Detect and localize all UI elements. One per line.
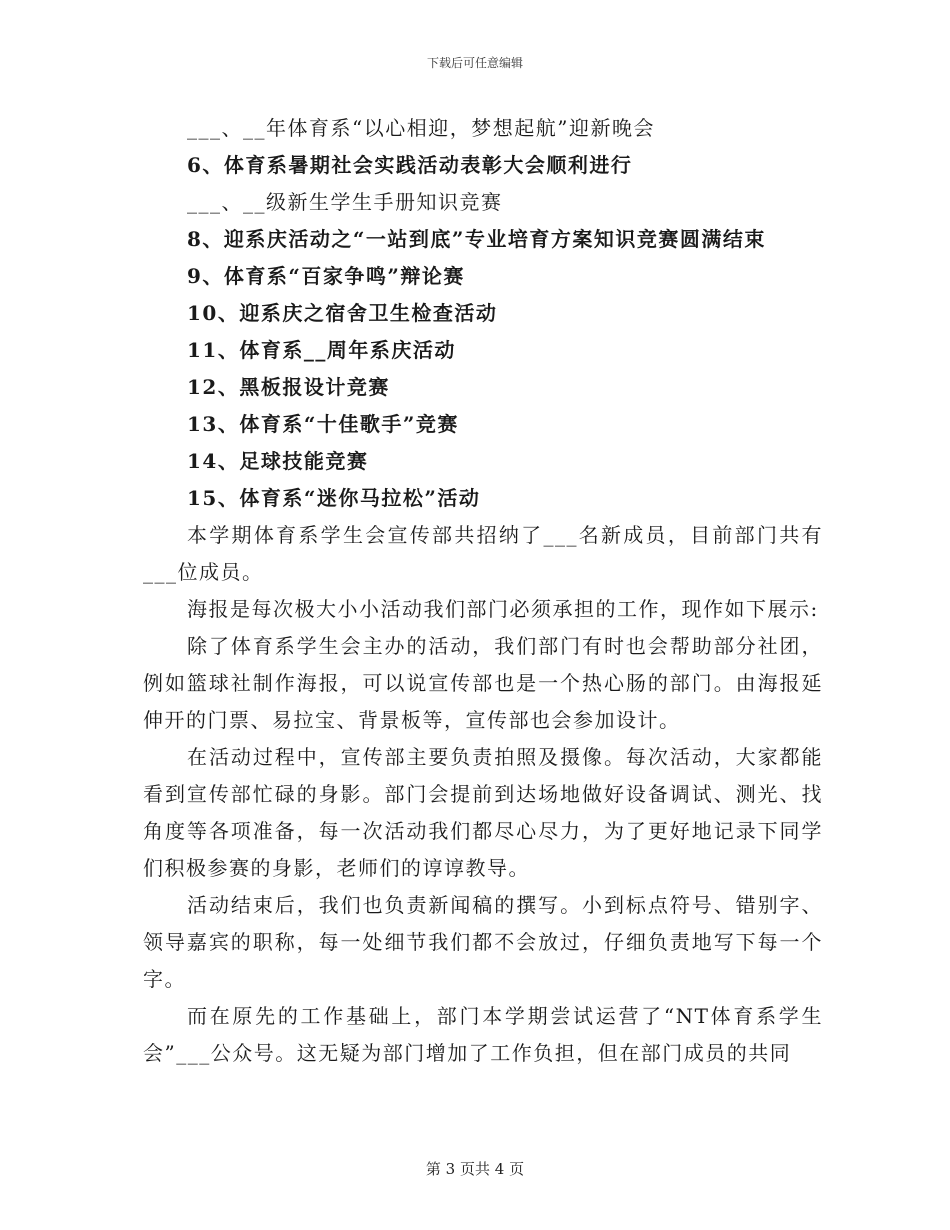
list-item: 9、体育系“百家争鸣”辩论赛 bbox=[187, 264, 465, 288]
list-item: 13、体育系“十佳歌手”竞赛 bbox=[187, 412, 459, 436]
paragraph-new-members: 本学期体育系学生会宣传部共招纳了___名新成员，目前部门共有___位成员。 bbox=[143, 523, 823, 584]
list-item: 10、迎系庆之宿舍卫生检查活动 bbox=[187, 301, 498, 325]
list-item: 11、体育系__周年系庆活动 bbox=[187, 338, 456, 362]
paragraph-club-help: 除了体育系学生会主办的活动，我们部门有时也会帮助部分社团，例如篮球社制作海报，可以说宣传部也是一个热心肠的部门。由海报延伸开的门票、易拉宝、背景板等，宣传部也会参加设计。 bbox=[143, 634, 823, 732]
paragraph-news-writing: 活动结束后，我们也负责新闻稿的撰写。小到标点符号、错别字、领导嘉宾的职称，每一处细节我们都不会放过，仔细负责地写下每一个字。 bbox=[143, 893, 823, 991]
list-item: ___、__级新生学生手册知识竞赛 bbox=[187, 190, 503, 214]
paragraph-posters: 海报是每次极大小小活动我们部门必须承担的工作，现作如下展示: bbox=[187, 597, 819, 621]
page-header: 下载后可任意编辑 bbox=[426, 56, 523, 70]
list-item: 12、黑板报设计竞赛 bbox=[187, 375, 390, 399]
list-item: 8、迎系庆活动之“一站到底”专业培育方案知识竞赛圆满结束 bbox=[187, 227, 766, 251]
list-item: 15、体育系“迷你马拉松”活动 bbox=[187, 486, 481, 510]
paragraph-public-account: 而在原先的工作基础上，部门本学期尝试运营了“NT体育系学生会”___公众号。这无疑为部门增加了工作负担，但在部门成员的共同 bbox=[143, 1004, 823, 1065]
document-body bbox=[143, 110, 823, 1072]
paragraph-photography: 在活动过程中，宣传部主要负责拍照及摄像。每次活动，大家都能看到宣传部忙碌的身影。部门会提前到达场地做好设备调试、测光、找角度等各项准备，每一次活动我们都尽心尽力，为了更好地记录下同学们积极参赛的身影，老师们的谆谆教导。 bbox=[143, 745, 823, 880]
list-item: 14、足球技能竞赛 bbox=[187, 449, 369, 473]
page-footer: 第 3 页共 4 页 bbox=[425, 1160, 525, 1178]
list-item: 6、体育系暑期社会实践活动表彰大会顺利进行 bbox=[187, 153, 633, 177]
list-item: ___、__年体育系“以心相迎，梦想起航”迎新晚会 bbox=[187, 116, 655, 140]
